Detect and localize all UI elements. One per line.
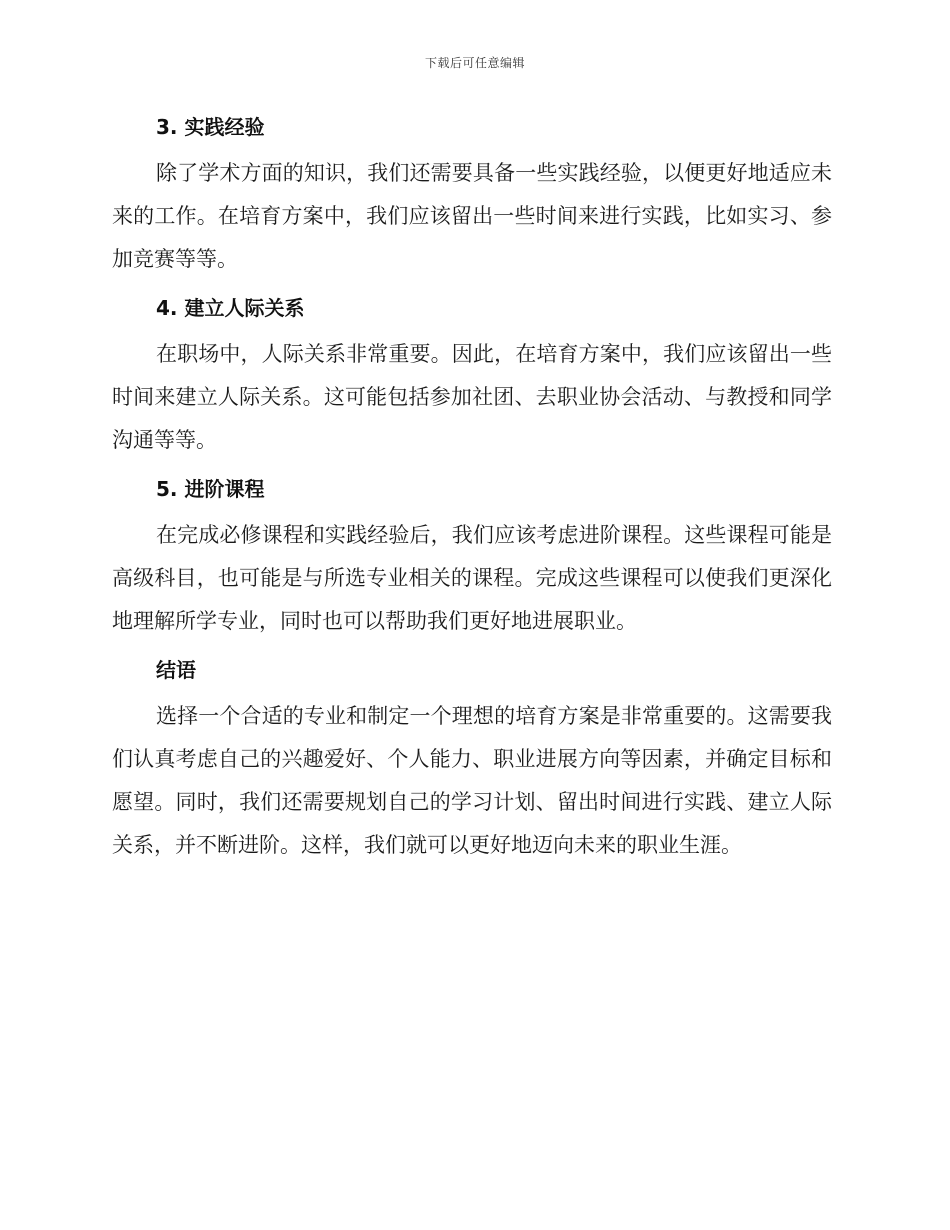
section-advanced-courses — [112, 470, 832, 643]
section-heading: 5. 进阶课程 — [156, 477, 265, 501]
section-paragraph: 在完成必修课程和实践经验后，我们应该考虑进阶课程。这些课程可能是高级科目，也可能是与所选专业相关的课程。完成这些课程可以使我们更深化地理解所学专业，同时也可以帮助我们更好地进展职业。 — [112, 523, 832, 633]
document-body — [112, 108, 832, 875]
section-heading: 3. 实践经验 — [156, 115, 265, 139]
section-heading: 结语 — [156, 658, 196, 682]
section-heading: 4. 建立人际关系 — [156, 296, 305, 320]
section-conclusion — [112, 651, 832, 867]
section-paragraph: 选择一个合适的专业和制定一个理想的培育方案是非常重要的。这需要我们认真考虑自己的兴趣爱好、个人能力、职业进展方向等因素，并确定目标和愿望。同时，我们还需要规划自己的学习计划、留出时间进行实践、建立人际关系，并不断进阶。这样，我们就可以更好地迈向未来的职业生涯。 — [112, 704, 832, 857]
section-paragraph: 除了学术方面的知识，我们还需要具备一些实践经验，以便更好地适应未来的工作。在培育方案中，我们应该留出一些时间来进行实践，比如实习、参加竞赛等等。 — [112, 161, 832, 271]
section-practical-experience — [112, 108, 832, 281]
page-header: 下载后可任意编辑 — [424, 56, 525, 70]
section-paragraph: 在职场中，人际关系非常重要。因此，在培育方案中，我们应该留出一些时间来建立人际关系。这可能包括参加社团、去职业协会活动、与教授和同学沟通等等。 — [112, 342, 832, 452]
section-relationships — [112, 289, 832, 462]
